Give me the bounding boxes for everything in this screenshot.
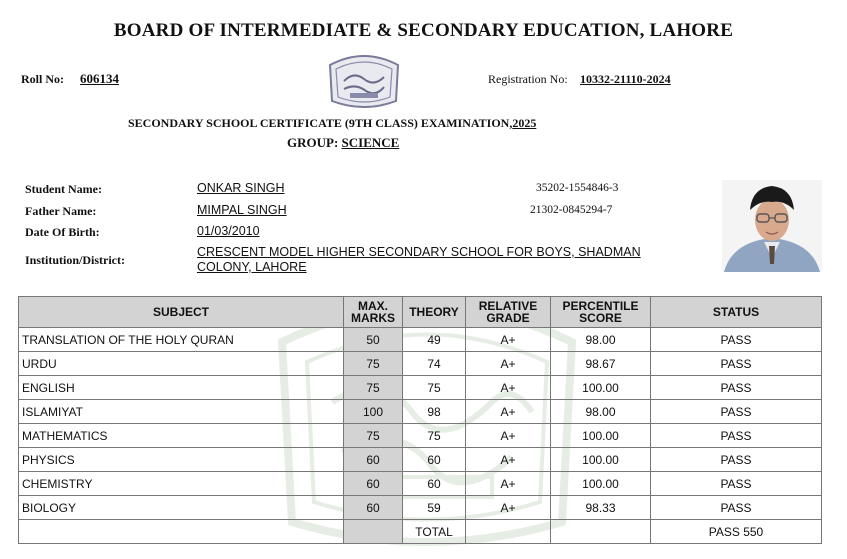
subject-cell: TRANSLATION OF THE HOLY QURAN bbox=[19, 328, 344, 352]
subject-cell: ENGLISH bbox=[19, 376, 344, 400]
dob-label: Date Of Birth: bbox=[25, 225, 100, 239]
table-row bbox=[19, 352, 822, 376]
max-marks-cell: 100 bbox=[344, 400, 403, 424]
total-grade-cell bbox=[466, 520, 551, 544]
max-marks-cell: 60 bbox=[344, 448, 403, 472]
grade-cell: A+ bbox=[466, 352, 551, 376]
max-marks-cell: 60 bbox=[344, 472, 403, 496]
results-header-row bbox=[19, 297, 822, 328]
theory-cell: 60 bbox=[403, 472, 466, 496]
col-max-marks bbox=[344, 297, 403, 328]
col-status: STATUS bbox=[651, 297, 822, 328]
max-marks-cell: 75 bbox=[344, 352, 403, 376]
subject-cell: URDU bbox=[19, 352, 344, 376]
total-label: TOTAL bbox=[403, 520, 466, 544]
col-pct-line2: SCORE bbox=[579, 311, 622, 325]
col-max-marks-line1: MAX. bbox=[358, 299, 388, 313]
roll-number-label: Roll No: bbox=[21, 72, 64, 86]
total-row bbox=[19, 520, 822, 544]
col-max-marks-line2: MARKS bbox=[351, 311, 395, 325]
group-value: SCIENCE bbox=[341, 135, 400, 150]
col-grade-line2: GRADE bbox=[486, 311, 530, 325]
exam-title bbox=[128, 116, 536, 131]
board-seal-icon bbox=[326, 51, 402, 109]
table-row bbox=[19, 328, 822, 352]
total-empty-cell bbox=[19, 520, 344, 544]
status-cell: PASS bbox=[651, 424, 822, 448]
theory-cell: 60 bbox=[403, 448, 466, 472]
col-pct-line1: PERCENTILE bbox=[562, 299, 639, 313]
percentile-cell: 98.00 bbox=[551, 400, 651, 424]
table-row bbox=[19, 424, 822, 448]
percentile-cell: 100.00 bbox=[551, 424, 651, 448]
subject-cell: BIOLOGY bbox=[19, 496, 344, 520]
student-cnic: 35202-1554846-3 bbox=[536, 182, 619, 194]
status-cell: PASS bbox=[651, 448, 822, 472]
subject-cell: MATHEMATICS bbox=[19, 424, 344, 448]
grade-cell: A+ bbox=[466, 328, 551, 352]
father-name-value: MIMPAL SINGH bbox=[197, 203, 287, 217]
grade-cell: A+ bbox=[466, 424, 551, 448]
table-row bbox=[19, 376, 822, 400]
percentile-cell: 98.33 bbox=[551, 496, 651, 520]
grade-cell: A+ bbox=[466, 472, 551, 496]
percentile-cell: 100.00 bbox=[551, 472, 651, 496]
total-max-cell bbox=[344, 520, 403, 544]
col-grade-line1: RELATIVE bbox=[478, 299, 538, 313]
table-row bbox=[19, 448, 822, 472]
col-relative-grade bbox=[466, 297, 551, 328]
max-marks-cell: 75 bbox=[344, 424, 403, 448]
dob-value: 01/03/2010 bbox=[197, 224, 260, 238]
subject-cell: CHEMISTRY bbox=[19, 472, 344, 496]
col-subject: SUBJECT bbox=[19, 297, 344, 328]
roll-number-value: 606134 bbox=[80, 71, 119, 86]
status-cell: PASS bbox=[651, 472, 822, 496]
grade-cell: A+ bbox=[466, 496, 551, 520]
institution-label: Institution/District: bbox=[25, 253, 125, 267]
status-cell: PASS bbox=[651, 376, 822, 400]
status-cell: PASS bbox=[651, 352, 822, 376]
total-status: PASS 550 bbox=[651, 520, 822, 544]
results-table bbox=[18, 296, 822, 544]
board-title: BOARD OF INTERMEDIATE & SECONDARY EDUCATION, LAHORE bbox=[113, 20, 734, 41]
father-cnic: 21302-0845294-7 bbox=[530, 204, 613, 216]
theory-cell: 74 bbox=[403, 352, 466, 376]
table-row bbox=[19, 472, 822, 496]
subject-cell: ISLAMIYAT bbox=[19, 400, 344, 424]
registration-label: Registration No: bbox=[488, 72, 568, 86]
student-name-label: Student Name: bbox=[25, 182, 102, 196]
percentile-cell: 100.00 bbox=[551, 376, 651, 400]
percentile-cell: 100.00 bbox=[551, 448, 651, 472]
exam-year: 2025 bbox=[512, 116, 537, 130]
student-photo bbox=[722, 180, 822, 272]
theory-cell: 98 bbox=[403, 400, 466, 424]
status-cell: PASS bbox=[651, 328, 822, 352]
exam-title-text: SECONDARY SCHOOL CERTIFICATE (9TH CLASS) EXAMINATION, bbox=[128, 116, 513, 130]
table-row bbox=[19, 496, 822, 520]
theory-cell: 75 bbox=[403, 376, 466, 400]
institution-line-2: COLONY, LAHORE bbox=[197, 260, 307, 274]
col-theory: THEORY bbox=[403, 297, 466, 328]
group-label: GROUP: bbox=[287, 135, 339, 150]
percentile-cell: 98.67 bbox=[551, 352, 651, 376]
subject-cell: PHYSICS bbox=[19, 448, 344, 472]
col-percentile bbox=[551, 297, 651, 328]
grade-cell: A+ bbox=[466, 448, 551, 472]
student-name-value: ONKAR SINGH bbox=[197, 181, 285, 195]
theory-cell: 75 bbox=[403, 424, 466, 448]
total-percentile-cell bbox=[551, 520, 651, 544]
percentile-cell: 98.00 bbox=[551, 328, 651, 352]
institution-line-1: CRESCENT MODEL HIGHER SECONDARY SCHOOL FOR BOYS, SHADMAN bbox=[197, 245, 641, 259]
max-marks-cell: 60 bbox=[344, 496, 403, 520]
grade-cell: A+ bbox=[466, 376, 551, 400]
max-marks-cell: 50 bbox=[344, 328, 403, 352]
status-cell: PASS bbox=[651, 400, 822, 424]
theory-cell: 59 bbox=[403, 496, 466, 520]
theory-cell: 49 bbox=[403, 328, 466, 352]
grade-cell: A+ bbox=[466, 400, 551, 424]
father-name-label: Father Name: bbox=[25, 204, 97, 218]
registration-value: 10332-21110-2024 bbox=[580, 72, 671, 86]
max-marks-cell: 75 bbox=[344, 376, 403, 400]
status-cell: PASS bbox=[651, 496, 822, 520]
table-row bbox=[19, 400, 822, 424]
group-line bbox=[287, 135, 399, 151]
